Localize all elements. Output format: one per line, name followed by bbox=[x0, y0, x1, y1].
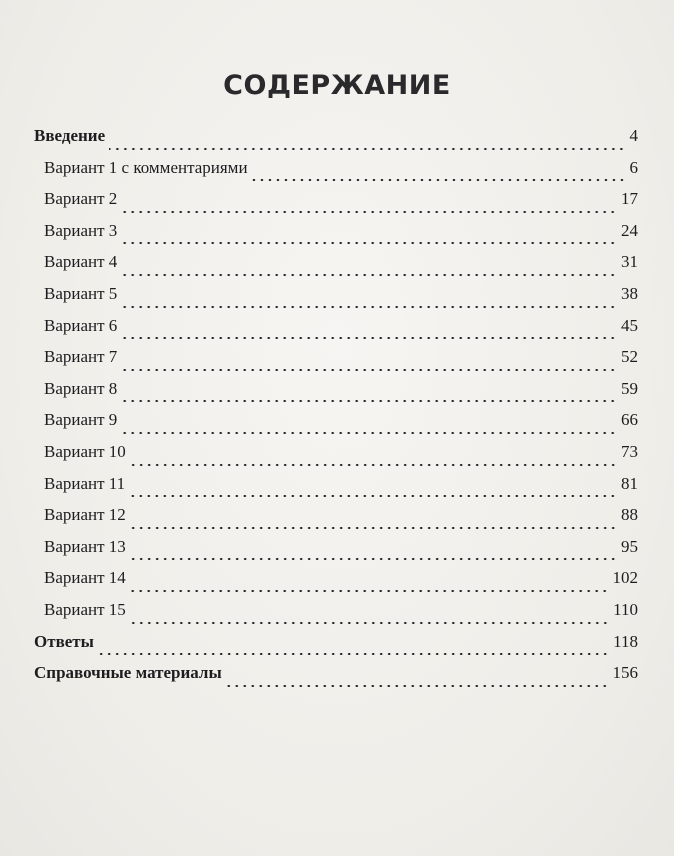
toc-entry-label: Вариант 12 bbox=[44, 505, 126, 525]
dot-leader bbox=[98, 653, 609, 655]
toc-entry-label: Вариант 11 bbox=[44, 473, 126, 493]
toc-entry-label: Вариант 3 bbox=[44, 220, 118, 240]
table-of-contents bbox=[34, 126, 638, 695]
toc-entry-label: Вариант 6 bbox=[44, 315, 118, 335]
toc-entry-label: Ответы bbox=[34, 631, 94, 651]
toc-entry-page-number: 31 bbox=[621, 252, 638, 272]
dot-leader bbox=[121, 337, 617, 339]
toc-entry-page-number: 24 bbox=[621, 220, 638, 240]
toc-entry-page-number: 66 bbox=[621, 410, 638, 430]
dot-leader bbox=[252, 179, 626, 181]
toc-entry-label: Вариант 14 bbox=[44, 568, 126, 588]
toc-entry-12[interactable] bbox=[34, 474, 638, 506]
toc-entry-14[interactable] bbox=[34, 537, 638, 569]
toc-entry-page-number: 102 bbox=[612, 568, 638, 588]
dot-leader bbox=[121, 369, 617, 371]
toc-entry-label: Вариант 15 bbox=[44, 599, 126, 619]
dot-leader bbox=[109, 148, 625, 150]
toc-entry-4[interactable] bbox=[34, 221, 638, 253]
toc-entry-page-number: 156 bbox=[612, 663, 638, 683]
dot-leader bbox=[121, 242, 617, 244]
toc-entry-7[interactable] bbox=[34, 316, 638, 348]
toc-entry-2[interactable] bbox=[34, 158, 638, 190]
dot-leader bbox=[121, 432, 617, 434]
toc-entry-page-number: 88 bbox=[621, 505, 638, 525]
page-title: СОДЕРЖАНИЕ bbox=[223, 70, 451, 101]
toc-entry-3[interactable] bbox=[34, 189, 638, 221]
dot-leader bbox=[130, 558, 617, 560]
toc-entry-page-number: 4 bbox=[629, 126, 638, 145]
toc-entry-page-number: 17 bbox=[621, 189, 638, 209]
toc-entry-label: Вариант 5 bbox=[44, 283, 118, 303]
toc-entry-page-number: 110 bbox=[613, 599, 638, 619]
toc-entry-page-number: 38 bbox=[621, 283, 638, 303]
dot-leader bbox=[130, 590, 609, 592]
toc-entry-label: Справочные материалы bbox=[34, 663, 222, 683]
toc-entry-label: Введение bbox=[34, 126, 106, 145]
toc-entry-6[interactable] bbox=[34, 284, 638, 316]
toc-entry-page-number: 6 bbox=[629, 157, 638, 177]
toc-entry-10[interactable] bbox=[34, 410, 638, 442]
toc-entry-label: Вариант 7 bbox=[44, 347, 118, 367]
toc-entry-18[interactable] bbox=[34, 663, 638, 695]
toc-entry-page-number: 95 bbox=[621, 536, 638, 556]
toc-entry-label: Вариант 10 bbox=[44, 441, 126, 461]
toc-entry-page-number: 45 bbox=[621, 315, 638, 335]
dot-leader bbox=[226, 685, 609, 687]
dot-leader bbox=[130, 464, 617, 466]
dot-leader bbox=[129, 495, 617, 497]
dot-leader bbox=[121, 400, 617, 402]
toc-entry-1[interactable] bbox=[34, 126, 638, 158]
toc-entry-label: Вариант 1 с комментариями bbox=[44, 157, 248, 177]
toc-entry-label: Вариант 4 bbox=[44, 252, 118, 272]
dot-leader bbox=[121, 211, 617, 213]
toc-entry-8[interactable] bbox=[34, 347, 638, 379]
toc-entry-page-number: 73 bbox=[621, 441, 638, 461]
toc-entry-15[interactable] bbox=[34, 568, 638, 600]
toc-entry-label: Вариант 8 bbox=[44, 378, 118, 398]
toc-entry-11[interactable] bbox=[34, 442, 638, 474]
dot-leader bbox=[130, 527, 617, 529]
toc-entry-page-number: 81 bbox=[621, 473, 638, 493]
toc-entry-page-number: 118 bbox=[613, 631, 638, 651]
toc-entry-page-number: 59 bbox=[621, 378, 638, 398]
dot-leader bbox=[121, 306, 617, 308]
toc-entry-13[interactable] bbox=[34, 505, 638, 537]
dot-leader bbox=[121, 274, 617, 276]
toc-entry-17[interactable] bbox=[34, 632, 638, 664]
toc-entry-16[interactable] bbox=[34, 600, 638, 632]
toc-entry-5[interactable] bbox=[34, 252, 638, 284]
toc-entry-9[interactable] bbox=[34, 379, 638, 411]
toc-entry-label: Вариант 2 bbox=[44, 189, 118, 209]
toc-entry-label: Вариант 9 bbox=[44, 410, 118, 430]
dot-leader bbox=[130, 622, 609, 624]
toc-entry-page-number: 52 bbox=[621, 347, 638, 367]
toc-entry-label: Вариант 13 bbox=[44, 536, 126, 556]
